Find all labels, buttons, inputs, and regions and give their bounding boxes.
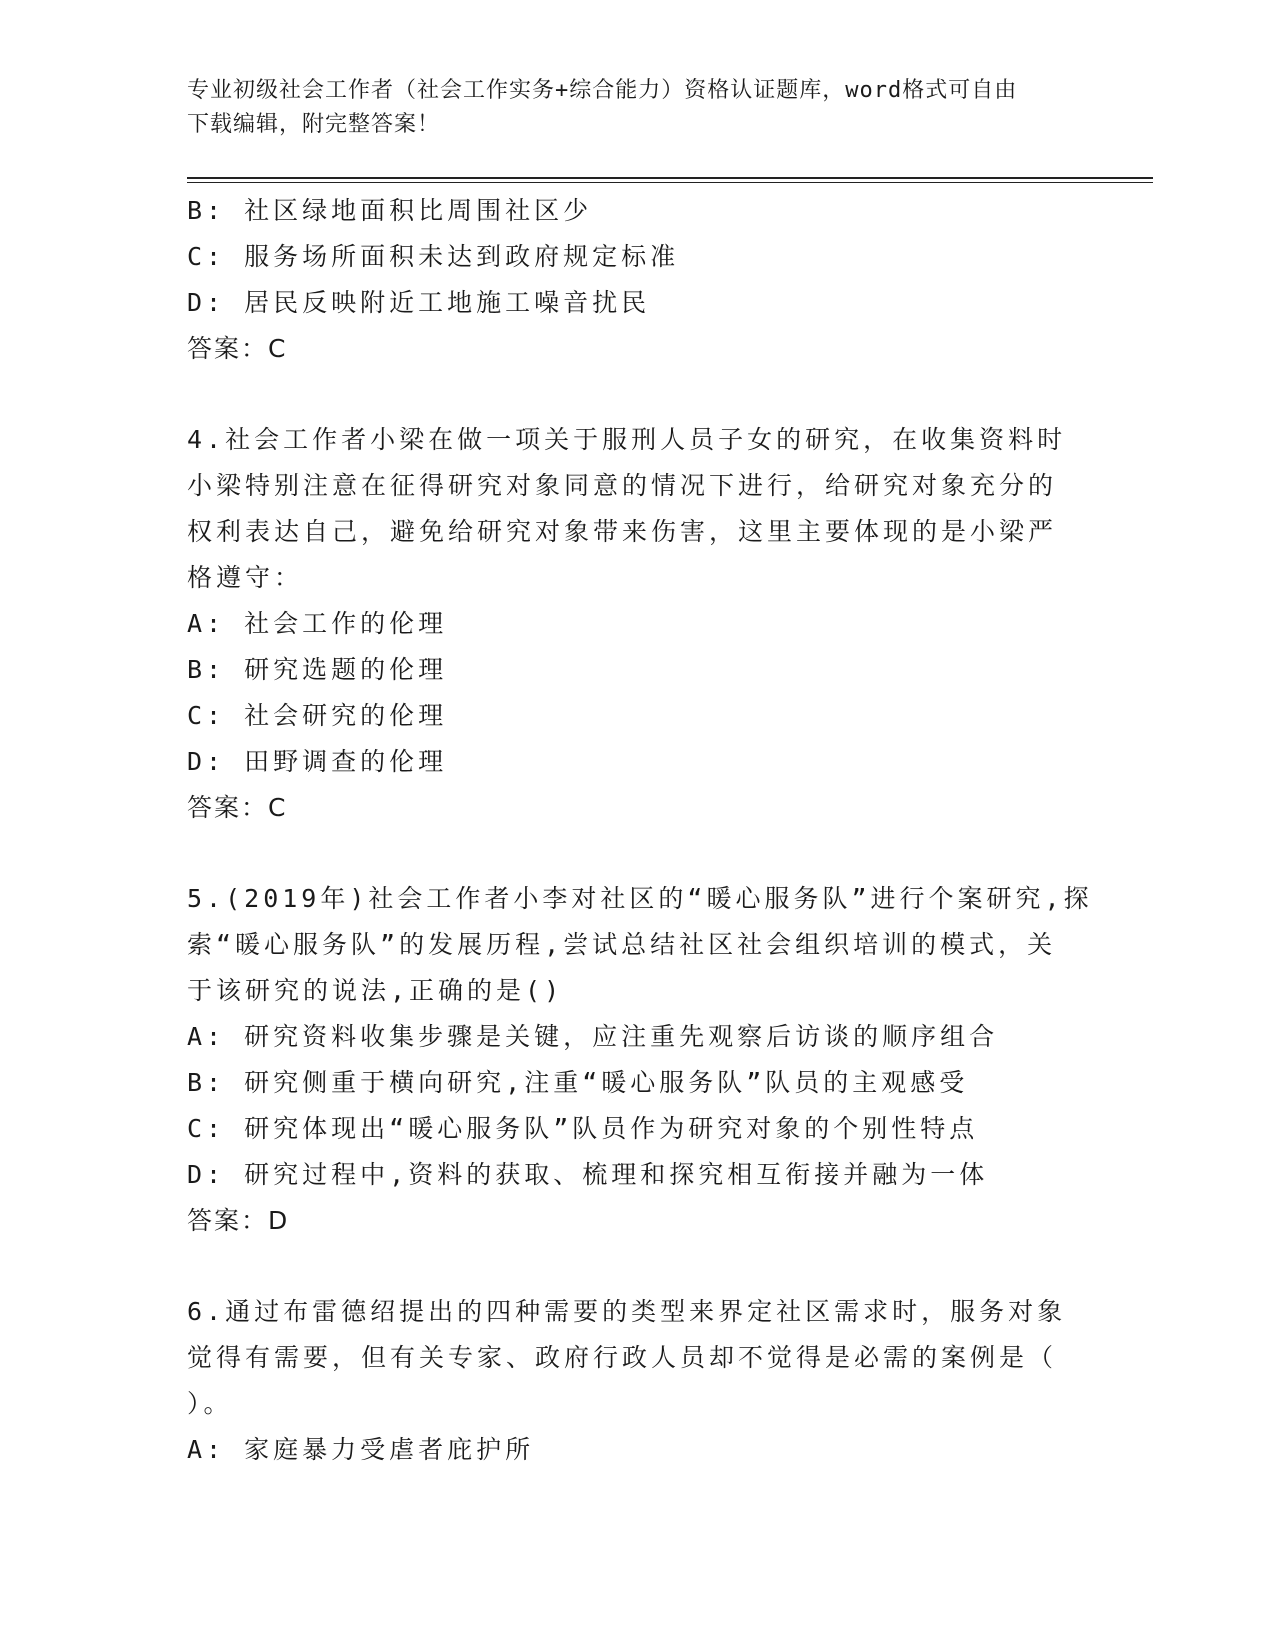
question-stem-line: 4.社会工作者小梁在做一项关于服刑人员子女的研究，在收集资料时 bbox=[187, 425, 1067, 454]
option-a: A: 研究资料收集步骤是关键，应注重先观察后访谈的顺序组合 bbox=[187, 1022, 999, 1051]
question-stem-line: 权利表达自己，避免给研究对象带来伤害，这里主要体现的是小梁严 bbox=[187, 517, 1058, 546]
question-3 bbox=[187, 188, 1087, 372]
answer: 答案：D bbox=[187, 1206, 290, 1235]
option-d: D: 田野调查的伦理 bbox=[187, 747, 448, 776]
question-stem-line: 6.通过布雷德绍提出的四种需要的类型来界定社区需求时，服务对象 bbox=[187, 1297, 1067, 1326]
question-stem-line: 5.(2019年)社会工作者小李对社区的“暖心服务队”进行个案研究,探 bbox=[187, 884, 1093, 913]
question-4 bbox=[187, 417, 1087, 831]
answer: 答案：C bbox=[187, 334, 288, 363]
question-stem-line: 于该研究的说法,正确的是() bbox=[187, 976, 564, 1005]
option-d: D: 研究过程中,资料的获取、梳理和探究相互衔接并融为一体 bbox=[187, 1160, 989, 1189]
question-stem-line: 格遵守： bbox=[187, 563, 304, 592]
option-b: B: 研究选题的伦理 bbox=[187, 655, 448, 684]
option-c: C: 研究体现出“暖心服务队”队员作为研究对象的个别性特点 bbox=[187, 1114, 979, 1143]
option-c: C: 社会研究的伦理 bbox=[187, 701, 448, 730]
option-a: A: 社会工作的伦理 bbox=[187, 609, 448, 638]
header-line-1: 专业初级社会工作者（社会工作实务+综合能力）资格认证题库，word格式可自由 bbox=[187, 78, 1018, 103]
header-line-2: 下载编辑，附完整答案！ bbox=[187, 112, 441, 137]
question-stem-line: 小梁特别注意在征得研究对象同意的情况下进行，给研究对象充分的 bbox=[187, 471, 1058, 500]
option-d: D: 居民反映附近工地施工噪音扰民 bbox=[187, 288, 651, 317]
option-c: C: 服务场所面积未达到政府规定标准 bbox=[187, 242, 680, 271]
question-6 bbox=[187, 1289, 1087, 1473]
answer: 答案：C bbox=[187, 793, 288, 822]
document-header bbox=[187, 74, 1087, 142]
question-stem-line: ）。 bbox=[187, 1389, 233, 1418]
question-5 bbox=[187, 876, 1093, 1244]
header-divider-thick bbox=[187, 177, 1153, 179]
option-b: B: 社区绿地面积比周围社区少 bbox=[187, 196, 593, 225]
header-divider-thin bbox=[187, 182, 1153, 183]
option-a: A: 家庭暴力受虐者庇护所 bbox=[187, 1435, 535, 1464]
question-stem-line: 索“暖心服务队”的发展历程,尝试总结社区社会组织培训的模式，关 bbox=[187, 930, 1057, 959]
option-b: B: 研究侧重于横向研究,注重“暖心服务队”队员的主观感受 bbox=[187, 1068, 969, 1097]
question-stem-line: 觉得有需要，但有关专家、政府行政人员却不觉得是必需的案例是（ bbox=[187, 1343, 1058, 1372]
document-body bbox=[187, 188, 1093, 1473]
